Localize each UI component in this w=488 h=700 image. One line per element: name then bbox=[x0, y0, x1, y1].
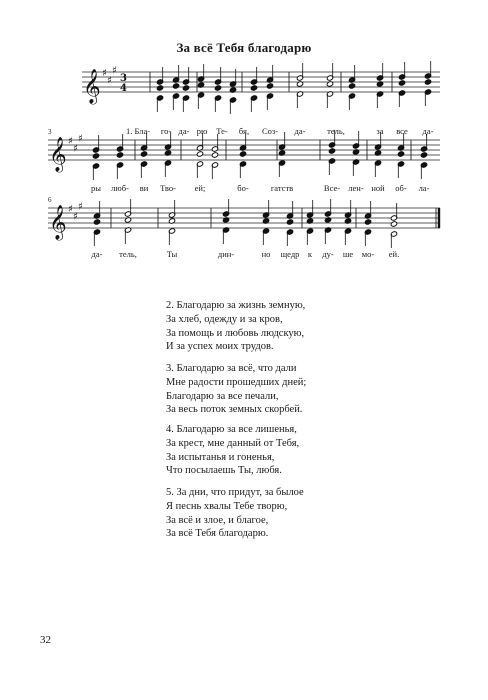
lyric-syllable: 1. Бла- bbox=[126, 126, 151, 136]
lyric-syllable: ной bbox=[371, 183, 385, 193]
lyric-syllable: но bbox=[261, 249, 271, 259]
lyric-syllable: ду- bbox=[322, 249, 334, 259]
lyric-syllable: Соз- bbox=[261, 126, 279, 136]
stanza-line: За весь поток земных скорбей. bbox=[166, 404, 303, 416]
stanza-line: За испытанья и гоненья, bbox=[166, 451, 275, 463]
staff-1 bbox=[0, 60, 488, 120]
stanza-line: 3. Благодарю за всё, что дали bbox=[166, 363, 297, 374]
note-head bbox=[211, 152, 218, 158]
note-head bbox=[239, 151, 246, 157]
stanza-line: Что посылаешь Ты, любя. bbox=[166, 465, 282, 477]
hymn-title: За всё Тебя благодарю bbox=[176, 40, 312, 55]
treble-clef: 𝄞 bbox=[49, 137, 67, 172]
treble-clef: 𝄞 bbox=[83, 69, 101, 104]
note-head bbox=[348, 83, 355, 89]
lyric-syllable: мо- bbox=[361, 249, 375, 259]
stanza-5 bbox=[166, 486, 304, 541]
lyric-syllable: ры bbox=[91, 183, 101, 193]
lyric-syllable: все bbox=[396, 126, 408, 136]
lyric-syllable: люб- bbox=[111, 183, 129, 193]
lyric-syllable: ей; bbox=[194, 183, 206, 193]
lyric-syllable: да- bbox=[422, 126, 434, 136]
sharp-sign: ♯ bbox=[68, 204, 73, 215]
music-system-3 bbox=[0, 196, 488, 276]
lyric-syllable: тель, bbox=[119, 249, 137, 259]
note-head bbox=[420, 152, 427, 158]
lyric-syllable: Ты bbox=[166, 249, 178, 259]
page-number: 32 bbox=[40, 634, 51, 646]
stanza-line: За помощь и любовь людскую, bbox=[166, 327, 305, 339]
note-head bbox=[214, 85, 221, 91]
stanza-line: За всё и злое, и благое, bbox=[166, 514, 269, 526]
sharp-sign: ♯ bbox=[102, 68, 107, 79]
lyric-syllable: рю bbox=[196, 126, 208, 136]
stanza-line: За всё Тебя благодарю. bbox=[166, 528, 269, 540]
staff-3 bbox=[0, 196, 488, 256]
lyric-syllable: Тво- bbox=[160, 183, 176, 193]
note-head bbox=[390, 221, 397, 227]
note-head bbox=[364, 219, 371, 225]
stanza-3 bbox=[166, 362, 306, 417]
stanza-4 bbox=[166, 423, 299, 478]
lyric-syllable: Все- bbox=[323, 183, 341, 193]
sharp-sign: ♯ bbox=[78, 133, 83, 145]
stanza-line: За хлеб, одежду и за кров, bbox=[166, 313, 283, 325]
note-head bbox=[156, 85, 163, 91]
stanza-2 bbox=[166, 299, 305, 354]
note-head bbox=[286, 219, 293, 225]
time-signature: 3 bbox=[120, 73, 127, 84]
note-head bbox=[328, 148, 335, 154]
stanza-line: 4. Благодарю за все лишенья, bbox=[166, 424, 297, 435]
sharp-sign: ♯ bbox=[112, 65, 117, 77]
stanza-line: Я песнь хвалы Тебе творю, bbox=[166, 500, 288, 512]
measure-number: 6 bbox=[48, 196, 52, 204]
note-head bbox=[398, 80, 405, 86]
time-signature: 4 bbox=[120, 83, 127, 94]
measure-number: 3 bbox=[48, 128, 52, 136]
lyric-syllable: тель, bbox=[327, 126, 345, 136]
note-head bbox=[182, 85, 189, 91]
lyric-syllable: да- bbox=[91, 249, 103, 259]
lyric-syllable: ви bbox=[139, 183, 149, 193]
note-head bbox=[397, 151, 404, 157]
stanza-line: 5. За дни, что придут, за былое bbox=[166, 487, 304, 498]
note-head bbox=[116, 152, 123, 158]
sharp-sign: ♯ bbox=[73, 143, 78, 155]
sharp-sign: ♯ bbox=[68, 136, 73, 147]
lyric-syllable: Те- bbox=[216, 126, 228, 136]
note-head bbox=[93, 219, 100, 225]
lyric-syllable: к bbox=[307, 249, 313, 259]
stanza-line: И за успех моих трудов. bbox=[166, 341, 274, 353]
note-head bbox=[92, 153, 99, 159]
lyric-syllable: ше bbox=[342, 249, 354, 259]
stanza-line: За крест, мне данный от Тебя, bbox=[166, 437, 300, 449]
treble-clef: 𝄞 bbox=[49, 205, 67, 240]
note-head bbox=[250, 85, 257, 91]
lyric-syllable: гатств bbox=[270, 183, 294, 193]
sharp-sign: ♯ bbox=[73, 211, 78, 223]
note-head bbox=[140, 151, 147, 157]
note-head bbox=[172, 83, 179, 89]
sharp-sign: ♯ bbox=[107, 75, 112, 87]
lyric-syllable: да- bbox=[178, 126, 190, 136]
lyric-syllable: дин- bbox=[217, 249, 235, 259]
staff-2 bbox=[0, 128, 488, 188]
lyric-syllable: бо- bbox=[237, 183, 249, 193]
note-head bbox=[266, 83, 273, 89]
sharp-sign: ♯ bbox=[78, 201, 83, 213]
lyric-syllable: лен- bbox=[348, 183, 364, 193]
stanza-line: Мне радости прошедших дней; bbox=[166, 376, 307, 388]
note-head bbox=[424, 79, 431, 85]
lyric-syllable: бя, bbox=[238, 126, 250, 136]
stanza-line: Благодарю за все печали, bbox=[166, 390, 279, 402]
lyric-syllable: ей. bbox=[388, 249, 400, 259]
note-head bbox=[196, 151, 203, 157]
lyric-syllable: об- bbox=[395, 183, 407, 193]
lyric-syllable: за bbox=[376, 126, 384, 136]
lyric-syllable: ла- bbox=[418, 183, 430, 193]
stanza-line: 2. Благодарю за жизнь земную, bbox=[166, 300, 306, 311]
lyric-syllable: да- bbox=[294, 126, 306, 136]
lyric-syllable: щедр bbox=[280, 249, 300, 259]
lyric-syllable: го- bbox=[160, 126, 172, 136]
